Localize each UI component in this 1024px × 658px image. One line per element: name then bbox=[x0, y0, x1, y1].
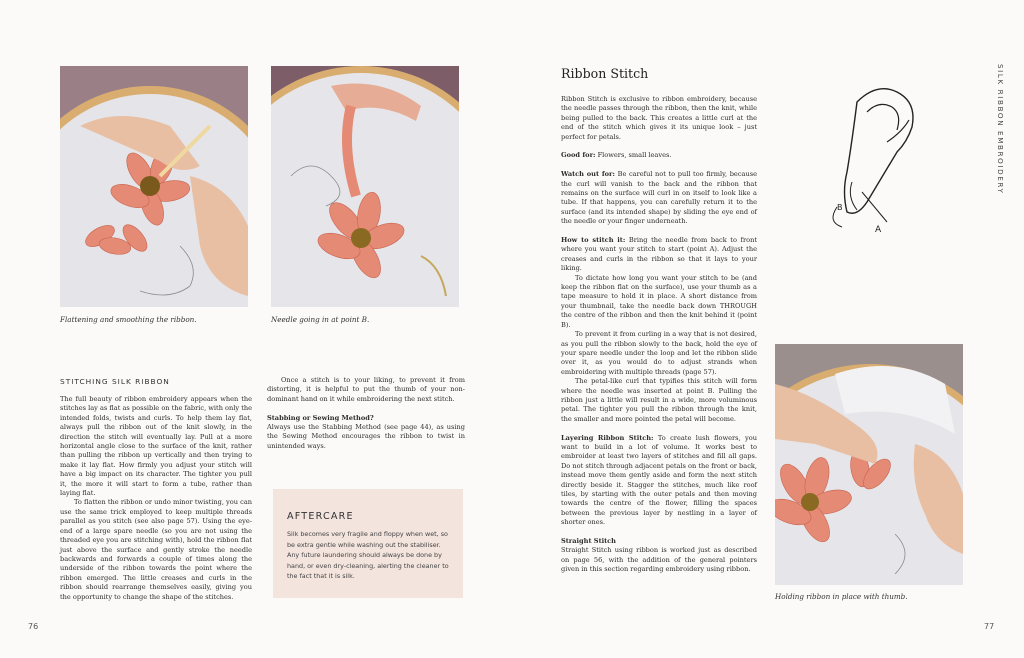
sketch-label-a: A bbox=[875, 225, 882, 235]
paragraph: To prevent it from curling in a way that is not desired, as you pull the ribbon slowly to the back, hold the eye of your spare needle under the loop and let the ribbon slide over it, as you would do to adjust strands when embroidering with multiple threads (page 57). bbox=[561, 330, 757, 376]
embroidery-photo-2 bbox=[271, 66, 459, 307]
page-title: Ribbon Stitch bbox=[561, 66, 649, 81]
how-to-paragraph: How to stitch it: Bring the needle from back to front where you want your stitch to start (point A). Adjust the creases and curls in the ribbon so that it lays to your liking. bbox=[561, 236, 757, 273]
aftercare-title: AFTERCARE bbox=[287, 511, 354, 522]
watch-out-paragraph: Watch out for: Be careful not to pull too firmly, because the curl will vanish to the back and the ribbon that remains on the surface will curl in on itself to look like a tube. If that happens, you can carefully return it to the surface (and its intended shape) by sliding the eye end of the needle or your finger underneath. bbox=[561, 170, 757, 226]
subheading-stabbing-or-sewing: Stabbing or Sewing Method? bbox=[267, 413, 374, 422]
photo-caption-3: Holding ribbon in place with thumb. bbox=[775, 592, 908, 601]
paragraph: Always use the Stabbing Method (see page 44), as using the Sewing Method encourages the ribbon to twist in unintended ways. bbox=[267, 423, 465, 450]
photo-holding-ribbon bbox=[775, 344, 963, 585]
paragraph: The petal-like curl that typifies this stitch will form where the needle was inserted at point B. Pulling the ribbon just a little will result in a wide, more voluminous petal. The tighter you pull the ribbon through the knit, the smaller and more pointed the petal will become. bbox=[561, 377, 757, 423]
embroidery-photo-1 bbox=[60, 66, 248, 307]
sketch-label-b: B bbox=[837, 203, 843, 212]
photo-caption-2: Needle going in at point B. bbox=[271, 315, 370, 324]
paragraph: Once a stitch is to your liking, to prevent it from distorting, it is helpful to put the thumb of your non-dominant hand on it while embroidering the next stitch. bbox=[267, 376, 465, 403]
ribbon-stitch-diagram-icon bbox=[817, 82, 937, 242]
subheading-straight-stitch: Straight Stitch bbox=[561, 537, 616, 546]
photo-needle-point-b bbox=[271, 66, 459, 307]
paragraph: Straight Stitch using ribbon is worked just as described on page 56, with the addition of the general pointers given in this section regarding embroidery using ribbon. bbox=[561, 546, 757, 574]
paragraph: The full beauty of ribbon embroidery appears when the stitches lay as flat as possible on the fabric, with only the intended folds, twists and curls. To help them lay flat, always pull the ribbon out of the knit slowly, in the direction the stitch will eventually lay. Pull at a more horizontal angle close to the surface of the knit, rather than pulling the ribbon up vertically and then trying to make it lay flat. How firmly you adjust your stitch will have a big impact on its character. The tighter you pull it, the more it will start to form a tube, rather than laying flat. bbox=[60, 395, 252, 498]
aftercare-box bbox=[273, 489, 463, 598]
page-number-left: 76 bbox=[28, 622, 39, 631]
left-column-1 bbox=[60, 395, 252, 602]
running-side-label: SILK RIBBON EMBROIDERY bbox=[996, 64, 1005, 195]
photo-flattening-ribbon bbox=[60, 66, 248, 307]
paragraph: To flatten the ribbon or undo minor twisting, you can use the same trick employed to keep multiple threads parallel as you stitch (see also page 57). Using the eye-end of a large spare needle (so you are not using the threaded eye you are stitching with), hold the ribbon flat just above the surface and gently stroke the needle backwards and forwards a couple of times along the underside of the ribbon towards the point where the ribbon emerged. The little creases and curls in the ribbon should rearrange themselves easily, giving you the opportunity to change the shape of the stitches. bbox=[60, 498, 252, 601]
page-number-right: 77 bbox=[984, 622, 995, 631]
left-column-2 bbox=[267, 376, 465, 451]
ribbon-stitch-sketch bbox=[817, 82, 937, 242]
section-heading-stitching-silk-ribbon: STITCHING SILK RIBBON bbox=[60, 377, 170, 386]
photo-caption-1: Flattening and smoothing the ribbon. bbox=[60, 315, 197, 324]
right-column-text bbox=[561, 95, 757, 575]
aftercare-text: Silk becomes very fragile and floppy when wet, so be extra gentle while washing out the stabiliser. Any future laundering should always be done by hand, or even dry-cleaning, alerting the cleaner to the fact that it is silk. bbox=[287, 530, 449, 580]
intro-paragraph: Ribbon Stitch is exclusive to ribbon embroidery, because the needle passes through the ribbon, then the knit, while being pulled to the back. This creates a little curl at the end of the stitch which gives it its unique look – just perfect for petals. bbox=[561, 95, 757, 141]
good-for-paragraph: Good for: Flowers, small leaves. bbox=[561, 151, 672, 160]
paragraph: To dictate how long you want your stitch to be (and keep the ribbon flat on the surface), use your thumb as a tape measure to hold it in place. A short distance from your thumbnail, take the needle back down THROUGH the centre of the ribbon and then the knit behind it (point B). bbox=[561, 273, 757, 329]
embroidery-photo-3 bbox=[775, 344, 963, 585]
layering-paragraph: Layering Ribbon Stitch: To create lush flowers, you want to build in a lot of volume. It works best to embroider at least two layers of stitches and fill all gaps. Do not stitch through adjacent petals on the front or back, instead move them gently aside and form the next stitch directly beside it. Stagger the stitches, much like roof tiles, by starting with the outer petals and then moving towards the centre of the flower, filling the spaces between the previous layer by nestling in a layer of shorter ones. bbox=[561, 433, 757, 527]
